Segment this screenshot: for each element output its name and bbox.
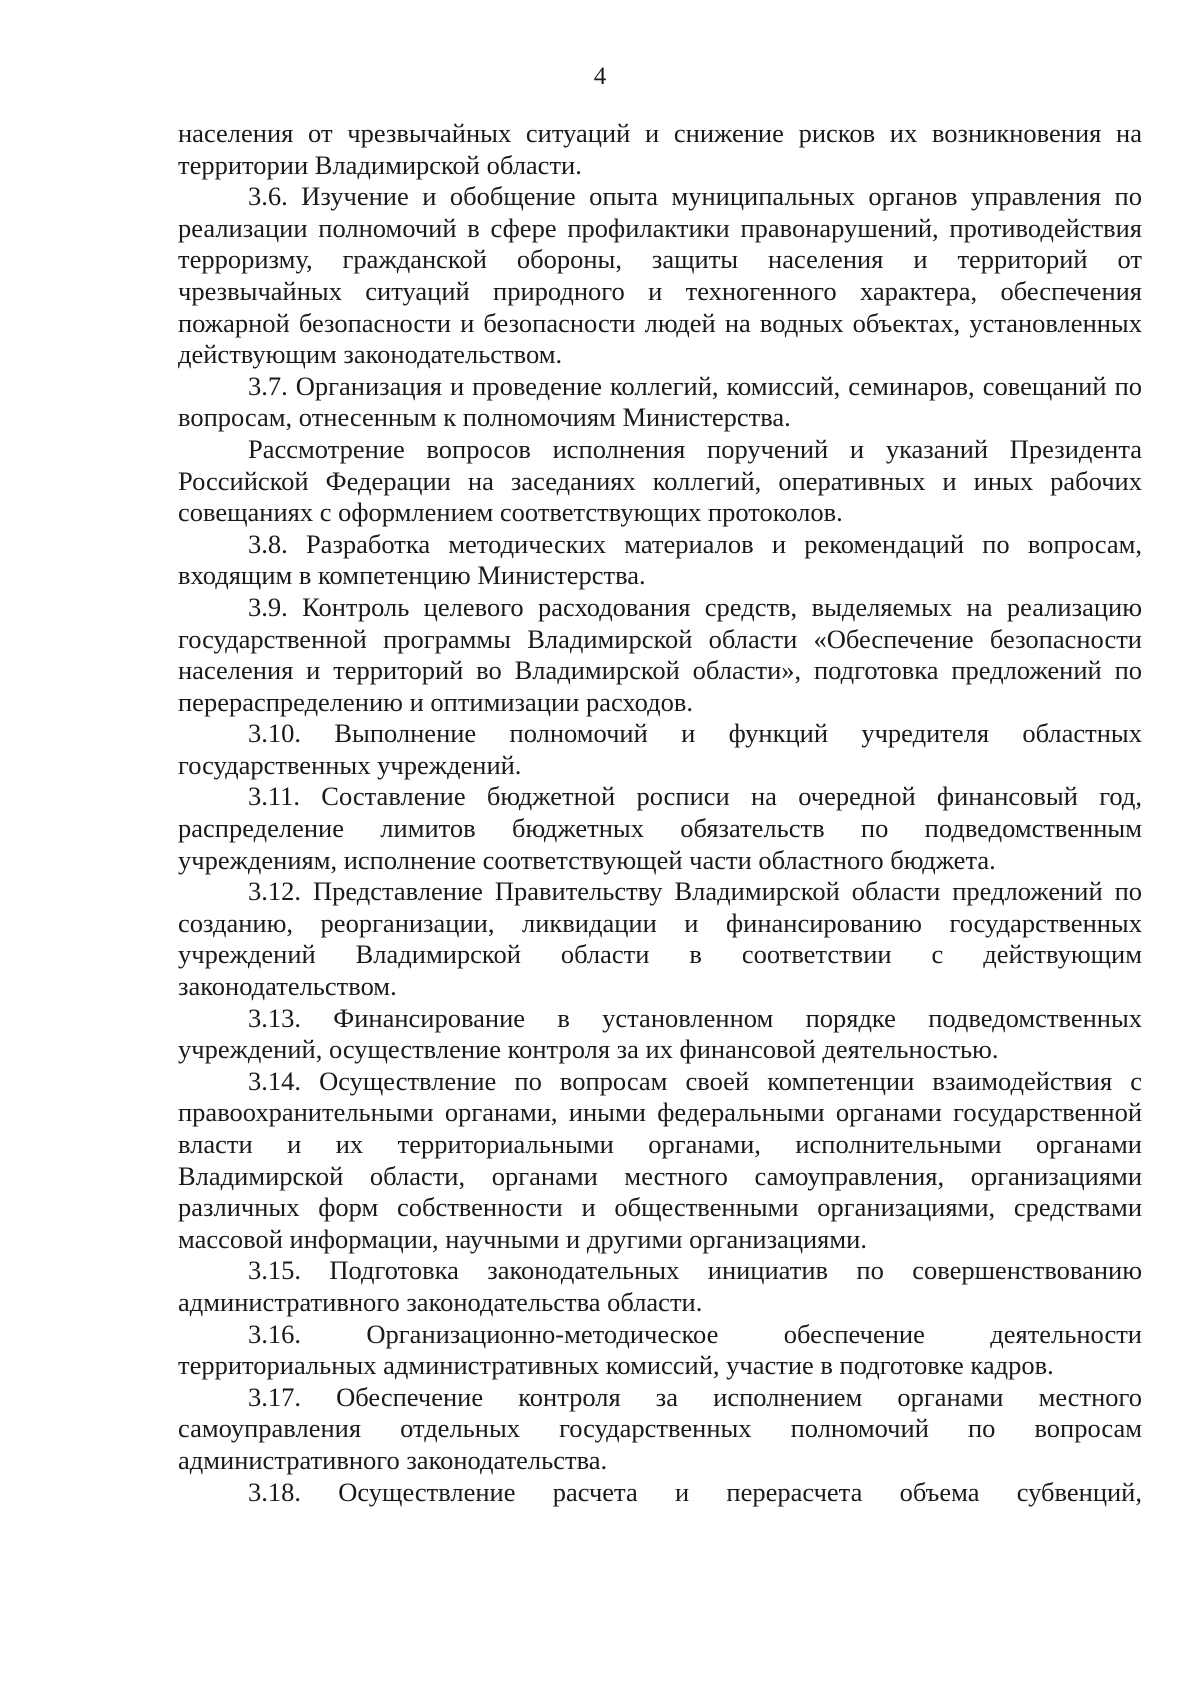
paragraph-3-11: 3.11. Составление бюджетной росписи на очередной финансовый год, распределение лимитов бюджетных обязательств по подведомственным учреждениям, исполнение соответствующей части областного бюджета. <box>178 781 1142 875</box>
paragraph-3-8: 3.8. Разработка методических материалов и рекомендаций по вопросам, входящим в компетенцию Министерства. <box>178 528 1142 591</box>
paragraph-3-18: 3.18. Осуществление расчета и перерасчета объема субвенций, <box>248 1476 1142 1507</box>
paragraph-continuation: населения от чрезвычайных ситуаций и снижение рисков их возникновения на территории Владимирской области. <box>178 118 1142 180</box>
paragraph-3-17: 3.17. Обеспечение контроля за исполнением органами местного самоуправления отдельных государственных полномочий по вопросам административного законодательства. <box>178 1381 1142 1475</box>
paragraph-3-15: 3.15. Подготовка законодательных инициатив по совершенствованию административного законодательства области. <box>178 1255 1142 1317</box>
paragraph-3-14: 3.14. Осуществление по вопросам своей компетенции взаимодействия с правоохранительными органами, иными федеральными органами государственной власти и их территориальными органами, исполнительными органами Владимирской области, органами местного самоуправления, организациями различных форм собственности и общественными организациями, средствами массовой информации, научными и другими организациями. <box>178 1065 1142 1254</box>
paragraph-3-16: 3.16. Организационно-методическое обеспечение деятельности территориальных административных комиссий, участие в подготовке кадров. <box>178 1318 1142 1381</box>
paragraph-3-7: 3.7. Организация и проведение коллегий, комиссий, семинаров, совещаний по вопросам, отнесенным к полномочиям Министерства. <box>178 370 1142 433</box>
paragraph-3-12: 3.12. Представление Правительству Владимирской области предложений по созданию, реорганизации, ликвидации и финансированию государственных учреждений Владимирской области в соответствии с действующим законодательством. <box>178 876 1142 1002</box>
paragraph-3-10: 3.10. Выполнение полномочий и функций учредителя областных государственных учреждений. <box>178 718 1142 780</box>
paragraph-3-7-review: Рассмотрение вопросов исполнения поручений и указаний Президента Российской Федерации на заседаниях коллегий, оперативных и иных рабочих совещаниях с оформлением соответствующих протоколов. <box>178 433 1142 528</box>
paragraph-3-9: 3.9. Контроль целевого расходования средств, выделяемых на реализацию государственной программы Владимирской области «Обеспечение безопасности населения и территорий во Владимирской области», подготовка предложений по перераспределению и оптимизации расходов. <box>178 591 1142 717</box>
paragraph-3-13: 3.13. Финансирование в установленном порядке подведомственных учреждений, осуществление контроля за их финансовой деятельностью. <box>178 1002 1142 1065</box>
page-number: 4 <box>593 63 607 90</box>
document-body <box>178 118 1142 1508</box>
paragraph-3-6: 3.6. Изучение и обобщение опыта муниципальных органов управления по реализации полномочий в сфере профилактики правонарушений, противодействия терроризму, гражданской обороны, защиты населения и территорий от чрезвычайных ситуаций природного и техногенного характера, обеспечения пожарной безопасности и безопасности людей на водных объектах, установленных действующим законодательством. <box>178 181 1142 370</box>
